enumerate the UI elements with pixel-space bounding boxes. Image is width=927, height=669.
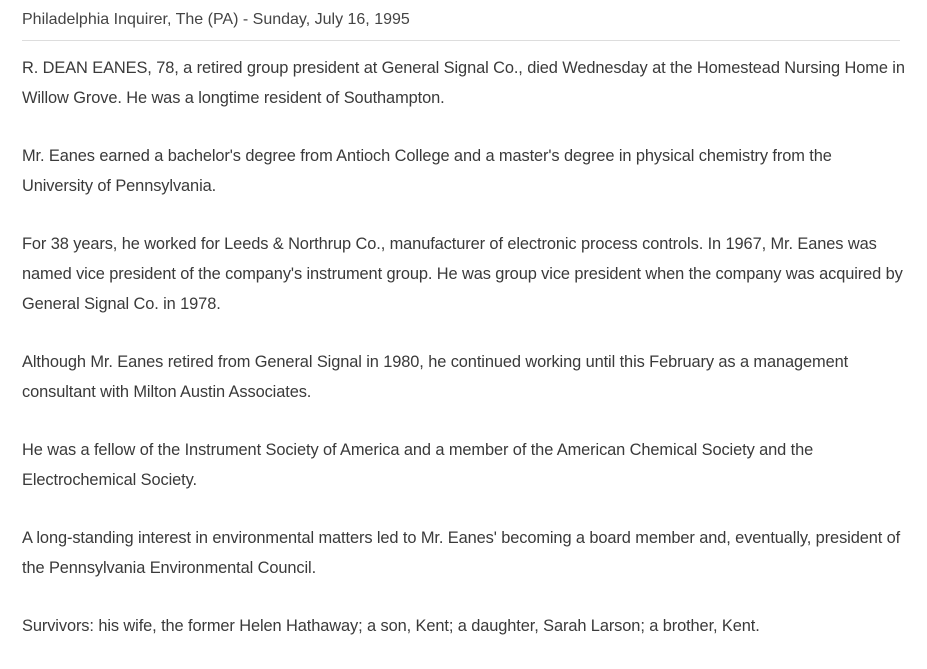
article-paragraph: He was a fellow of the Instrument Society of America and a member of the American Chemical Society and the Electrochemical Society. (22, 441, 814, 489)
article-paragraph: Although Mr. Eanes retired from General Signal in 1980, he continued working until this February as a management consultant with Milton Austin Associates. (22, 353, 849, 401)
article-paragraph: R. DEAN EANES, 78, a retired group president at General Signal Co., died Wednesday at the Homestead Nursing Home in Willow Grove. He was a longtime resident of Southampton. (22, 59, 905, 107)
header-divider (22, 40, 900, 41)
article-paragraph: Mr. Eanes earned a bachelor's degree from Antioch College and a master's degree in physical chemistry from the University of Pennsylvania. (22, 147, 832, 195)
publication-source-line: Philadelphia Inquirer, The (PA) - Sunday, July 16, 1995 (22, 11, 410, 28)
article-paragraph: A long-standing interest in environmental matters led to Mr. Eanes' becoming a board member and, eventually, president of the Pennsylvania Environmental Council. (22, 529, 901, 577)
article-body (22, 53, 907, 669)
article-paragraph: For 38 years, he worked for Leeds & Northrup Co., manufacturer of electronic process controls. In 1967, Mr. Eanes was named vice president of the company's instrument group. He was group vice president when the company was acquired by General Signal Co. in 1978. (22, 235, 903, 313)
article-paragraph: Survivors: his wife, the former Helen Hathaway; a son, Kent; a daughter, Sarah Larson; a brother, Kent. (22, 617, 760, 635)
